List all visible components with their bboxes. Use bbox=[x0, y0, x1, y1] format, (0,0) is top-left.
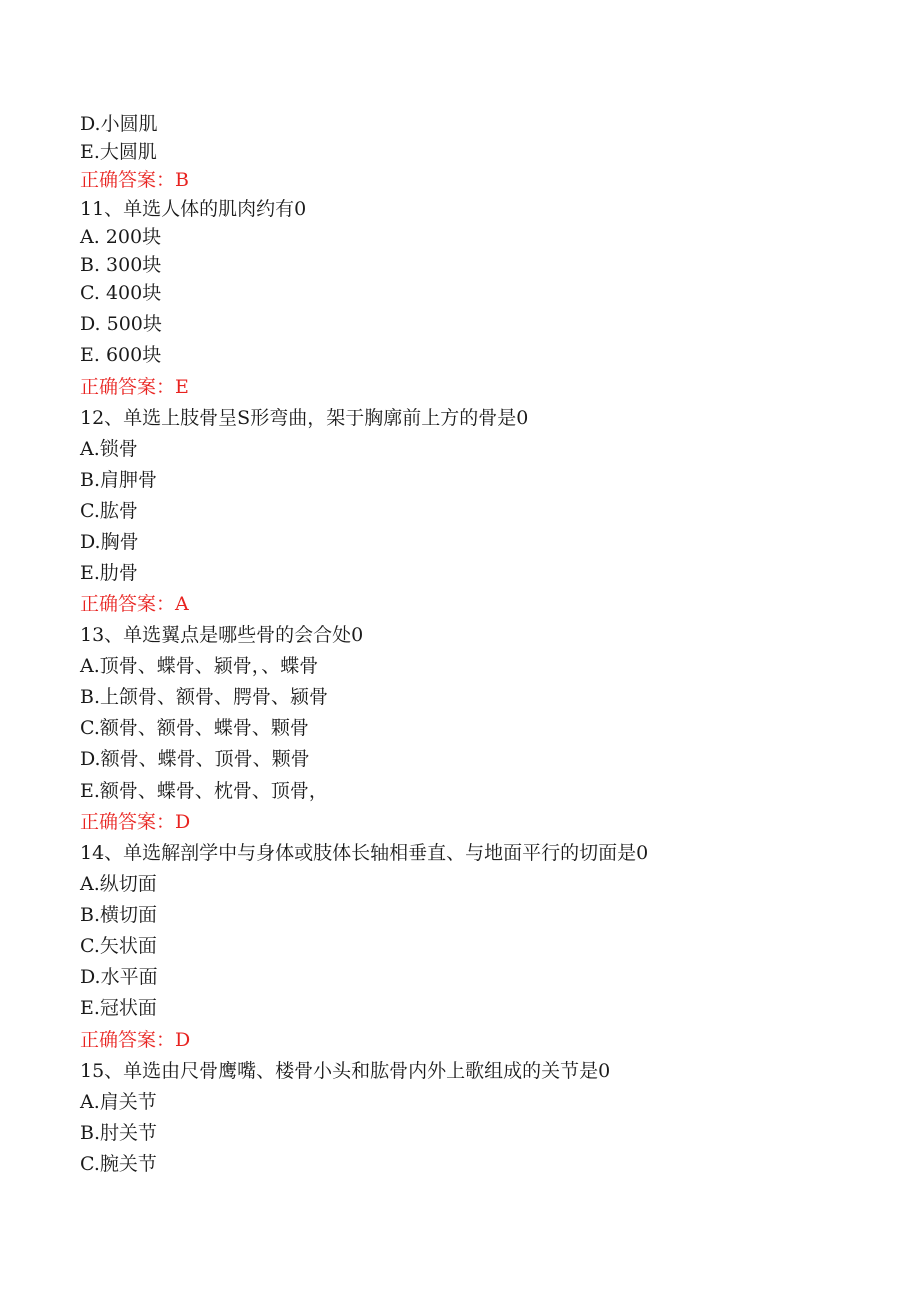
option-line: E.大圆肌 bbox=[80, 141, 157, 163]
option-line: E.额骨、蝶骨、枕骨、顶骨， bbox=[80, 780, 328, 802]
option-line: C.额骨、额骨、蝶骨、颗骨 bbox=[80, 717, 309, 739]
option-line: B.横切面 bbox=[80, 904, 158, 926]
option-line: C. 400块 bbox=[80, 282, 162, 304]
option-line: B. 300块 bbox=[80, 254, 162, 276]
option-line: E.肋骨 bbox=[80, 562, 138, 584]
option-line: A.肩关节 bbox=[80, 1091, 157, 1113]
question-line: 12、单选上肢骨呈S形弯曲，架于胸廓前上方的骨是0 bbox=[80, 407, 529, 429]
question-line: 14、单选解剖学中与身体或肢体长轴相垂直、与地面平行的切面是0 bbox=[80, 842, 649, 864]
option-line: C.腕关节 bbox=[80, 1153, 157, 1175]
option-line: B.上颌骨、额骨、腭骨、颍骨 bbox=[80, 686, 329, 708]
answer-line: 正确答案：D bbox=[80, 1029, 191, 1051]
option-line: D.小圆肌 bbox=[80, 113, 158, 135]
option-line: D.额骨、蝶骨、顶骨、颗骨 bbox=[80, 748, 310, 770]
question-line: 11、单选人体的肌肉约有0 bbox=[80, 198, 307, 220]
answer-line: 正确答案：B bbox=[80, 169, 189, 191]
answer-line: 正确答案：E bbox=[80, 376, 189, 398]
option-line: D.胸骨 bbox=[80, 531, 139, 553]
option-line: D.水平面 bbox=[80, 966, 158, 988]
option-line: C.肱骨 bbox=[80, 500, 138, 522]
answer-line: 正确答案：A bbox=[80, 593, 189, 615]
option-line: E.冠状面 bbox=[80, 997, 157, 1019]
answer-line: 正确答案：D bbox=[80, 811, 191, 833]
question-line: 13、单选翼点是哪些骨的会合处0 bbox=[80, 624, 364, 646]
option-line: A. 200块 bbox=[80, 226, 162, 248]
question-line: 15、单选由尺骨鹰嘴、楼骨小头和肱骨内外上歌组成的关节是0 bbox=[80, 1060, 611, 1082]
option-line: B.肘关节 bbox=[80, 1122, 158, 1144]
option-line: A.纵切面 bbox=[80, 873, 157, 895]
option-line: B.肩胛骨 bbox=[80, 469, 158, 491]
option-line: E. 600块 bbox=[80, 344, 162, 366]
option-line: A.顶骨、蝶骨、颍骨，、蝶骨 bbox=[80, 655, 319, 677]
option-line: A.锁骨 bbox=[80, 438, 138, 460]
option-line: D. 500块 bbox=[80, 313, 162, 335]
option-line: C.矢状面 bbox=[80, 935, 157, 957]
